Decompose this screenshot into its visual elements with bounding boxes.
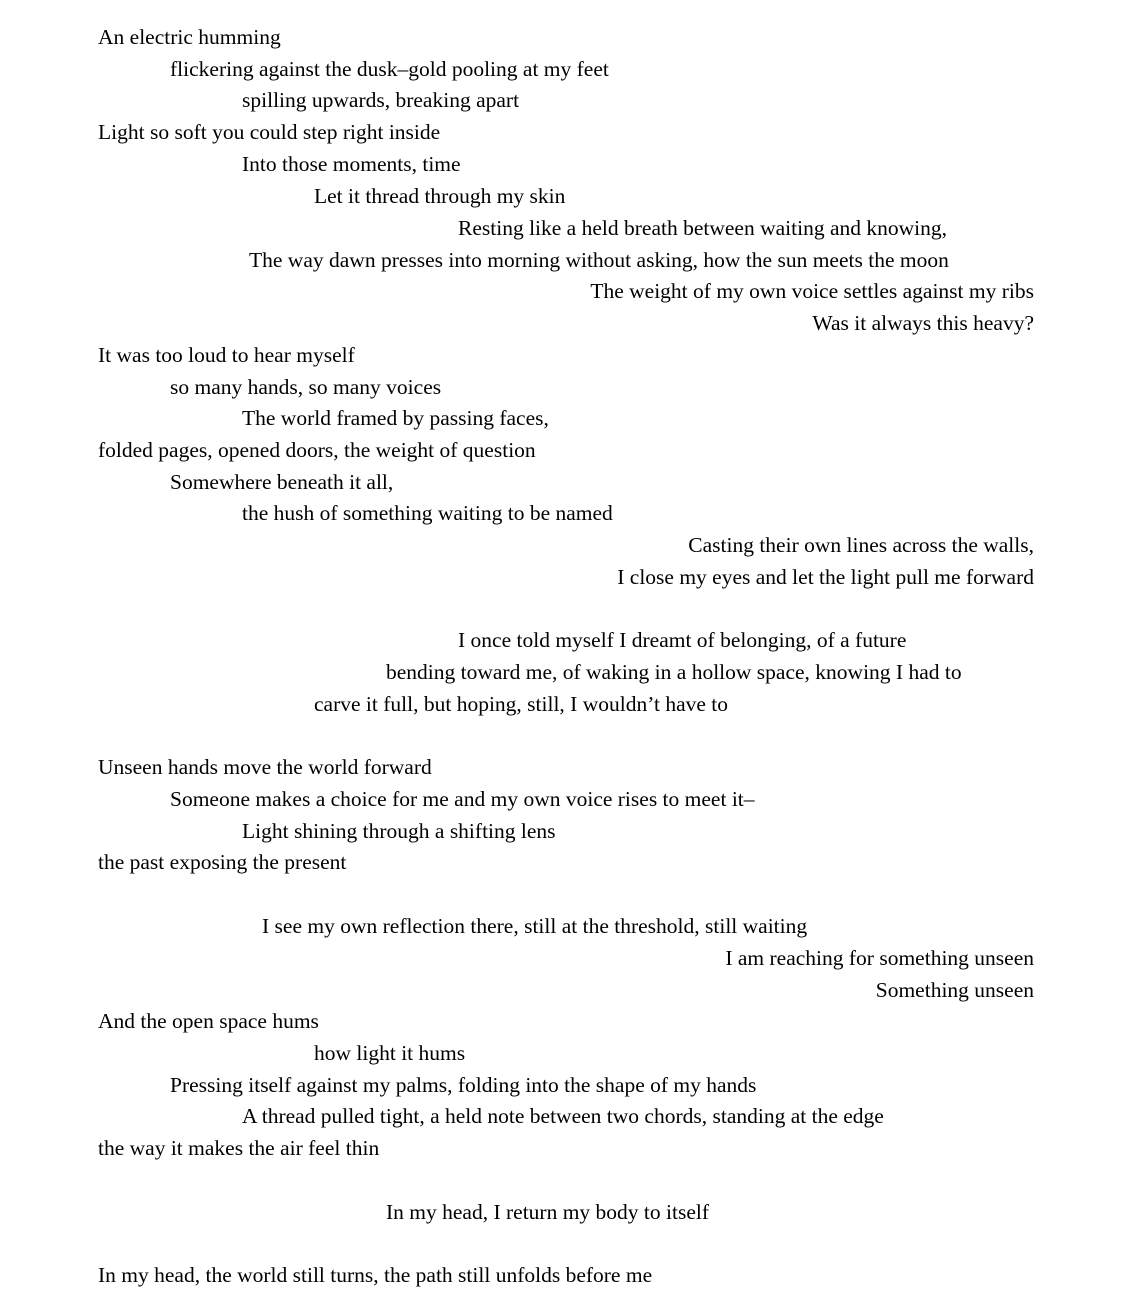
poem-line: flickering against the dusk–gold pooling at my feet <box>170 57 609 81</box>
poem-line: how light it hums <box>314 1041 466 1065</box>
poem-line: Light so soft you could step right inside <box>98 120 441 144</box>
poem-line: the past exposing the present <box>98 850 347 874</box>
poem-line: An electric humming <box>98 25 281 49</box>
poem-line: A thread pulled tight, a held note between two chords, standing at the edge <box>242 1104 884 1128</box>
poem-line: I am reaching for something unseen <box>725 946 1034 970</box>
poem-line: bending toward me, of waking in a hollow space, knowing I had to <box>386 660 962 684</box>
poem-line: Was it always this heavy? <box>812 311 1034 335</box>
poem-line: Something unseen <box>875 978 1034 1002</box>
poem-line: Unseen hands move the world forward <box>98 755 432 779</box>
poem-line: Pressing itself against my palms, folding into the shape of my hands <box>170 1073 757 1097</box>
poem-line: Light shining through a shifting lens <box>242 819 556 843</box>
poem-line: carve it full, but hoping, still, I wouldn’t have to <box>314 692 729 716</box>
poem-line: In my head, the world still turns, the path still unfolds before me <box>98 1263 653 1287</box>
poem-line: so many hands, so many voices <box>170 375 442 399</box>
poem-line: It was too loud to hear myself <box>98 343 355 367</box>
poem-line: Somewhere beneath it all, <box>170 470 394 494</box>
poem-line: Casting their own lines across the walls, <box>688 533 1034 557</box>
poem-line: I once told myself I dreamt of belonging, of a future <box>458 628 907 652</box>
poem-line: In my head, I return my body to itself <box>386 1200 710 1224</box>
poem-line: Let it thread through my skin <box>314 184 566 208</box>
poem-line: the way it makes the air feel thin <box>98 1136 380 1160</box>
poem-line: folded pages, opened doors, the weight of question <box>98 438 536 462</box>
poem-line: Resting like a held breath between waiting and knowing, <box>458 216 947 240</box>
poem-line: The world framed by passing faces, <box>242 406 549 430</box>
poem-line: the hush of something waiting to be named <box>242 501 613 525</box>
poem-line: spilling upwards, breaking apart <box>242 88 520 112</box>
poem-line: I see my own reflection there, still at the threshold, still waiting <box>262 914 808 938</box>
poem-line: Someone makes a choice for me and my own voice rises to meet it– <box>170 787 755 811</box>
poem-line: And the open space hums <box>98 1009 319 1033</box>
poem-line: The way dawn presses into morning without asking, how the sun meets the moon <box>249 248 949 272</box>
poem-line: The weight of my own voice settles against my ribs <box>590 279 1034 303</box>
poem-line: I close my eyes and let the light pull me forward <box>617 565 1034 589</box>
poem-line: Into those moments, time <box>242 152 461 176</box>
